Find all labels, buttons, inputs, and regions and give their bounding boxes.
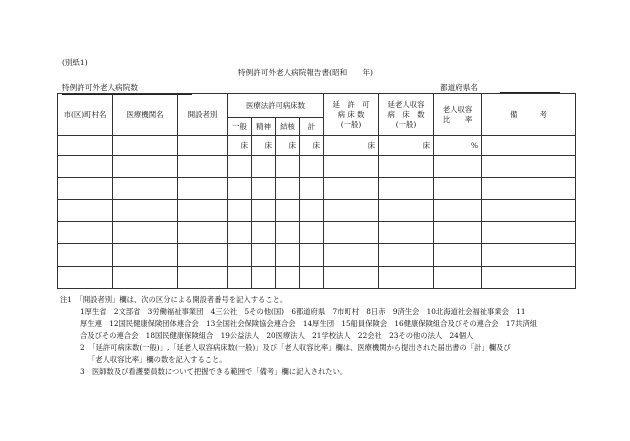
cell bbox=[482, 136, 576, 155]
page-title: 特例許可外老人病院報告書(昭和 年) bbox=[238, 68, 374, 77]
header-elderly-beds-line2: 病 床 数 bbox=[387, 109, 425, 119]
note-2-b: 「老人収容比率」欄の数を記入すること。 bbox=[88, 355, 227, 364]
table-row bbox=[58, 155, 576, 177]
unit-percent: % bbox=[434, 136, 482, 155]
table-row bbox=[58, 177, 576, 199]
header-tuberculosis: 結核 bbox=[276, 118, 300, 136]
note-1-list-a: 1厚生省 2文部省 3労働福祉事業団 4三公社 5その他(国) 6都道府県 7市町村 8日赤 9済生会 10北海道社会福祉事業会 11 bbox=[80, 307, 526, 316]
cell bbox=[113, 136, 178, 155]
header-founder: 開設者別 bbox=[178, 94, 228, 136]
table-row bbox=[58, 222, 576, 244]
note-2-a: 2 「延許可病床数(一般)」,「延老人収容病床数(一般)」及び「老人収容比率」欄は、医療機関から提出された届出書の「計」欄及び bbox=[80, 343, 511, 352]
header-general: 一般 bbox=[228, 118, 252, 136]
header-elderly-beds bbox=[379, 94, 434, 136]
attachment-label: (別紙1) bbox=[62, 58, 88, 67]
header-elderly-ratio-line2: 比 率 bbox=[442, 114, 473, 124]
header-elderly-beds-line1: 延老人収容 bbox=[387, 99, 425, 109]
header-total: 計 bbox=[300, 118, 324, 136]
unit-bed: 床 bbox=[300, 136, 324, 155]
note-1-list-c: 合及びその連合会 18国民健康保険組合 19公益法人 20医療法人 21学校法人 22会社 23その他の法人 24個人 bbox=[80, 331, 474, 340]
header-elderly-ratio-line1: 老人収容 bbox=[442, 104, 473, 114]
cell bbox=[178, 136, 228, 155]
unit-bed: 床 bbox=[252, 136, 276, 155]
header-extended-beds bbox=[324, 94, 379, 136]
note-1: 注1 「開設者別」欄は、次の区分による開設者番号を記入すること。 bbox=[60, 295, 288, 304]
table-row bbox=[58, 200, 576, 222]
cell bbox=[58, 136, 113, 155]
table-row bbox=[58, 266, 576, 288]
header-elderly-ratio bbox=[434, 94, 482, 136]
prefecture-label: 都道府県名 bbox=[440, 83, 478, 92]
header-extended-beds-line2: 病 床 数 bbox=[337, 109, 365, 119]
note-3: 3 医師数及び看護要員数について把握できる範囲で「備考」欄に記入されたい。 bbox=[80, 367, 348, 376]
header-municipality: 市(区)町村名 bbox=[58, 94, 113, 136]
unit-bed: 床 bbox=[228, 136, 252, 155]
header-institution: 医療機関名 bbox=[113, 94, 178, 136]
table-row bbox=[58, 136, 576, 155]
notes bbox=[60, 294, 580, 378]
report-table bbox=[57, 93, 576, 289]
hospital-count-label: 特例許可外老人病院数 bbox=[62, 82, 192, 95]
header-medical-law-beds: 医療法許可病床数 bbox=[228, 94, 324, 118]
header-extended-beds-line1: 延 許 可 bbox=[332, 99, 370, 109]
unit-bed: 床 bbox=[379, 136, 434, 155]
note-1-list-b: 厚生連 12国民健康保険団体連合会 13全国社会保険協会連合会 14厚生団 15船員保険会 16健康保険組合及びその連合会 17共済組 bbox=[80, 319, 538, 328]
header-remarks: 備 考 bbox=[482, 94, 576, 136]
unit-bed: 床 bbox=[324, 136, 379, 155]
header-elderly-beds-line3: (一般) bbox=[395, 119, 417, 129]
table-row bbox=[58, 244, 576, 266]
header-psychiatric: 精神 bbox=[252, 118, 276, 136]
unit-bed: 床 bbox=[276, 136, 300, 155]
header-extended-beds-line3: (一般) bbox=[340, 119, 362, 129]
